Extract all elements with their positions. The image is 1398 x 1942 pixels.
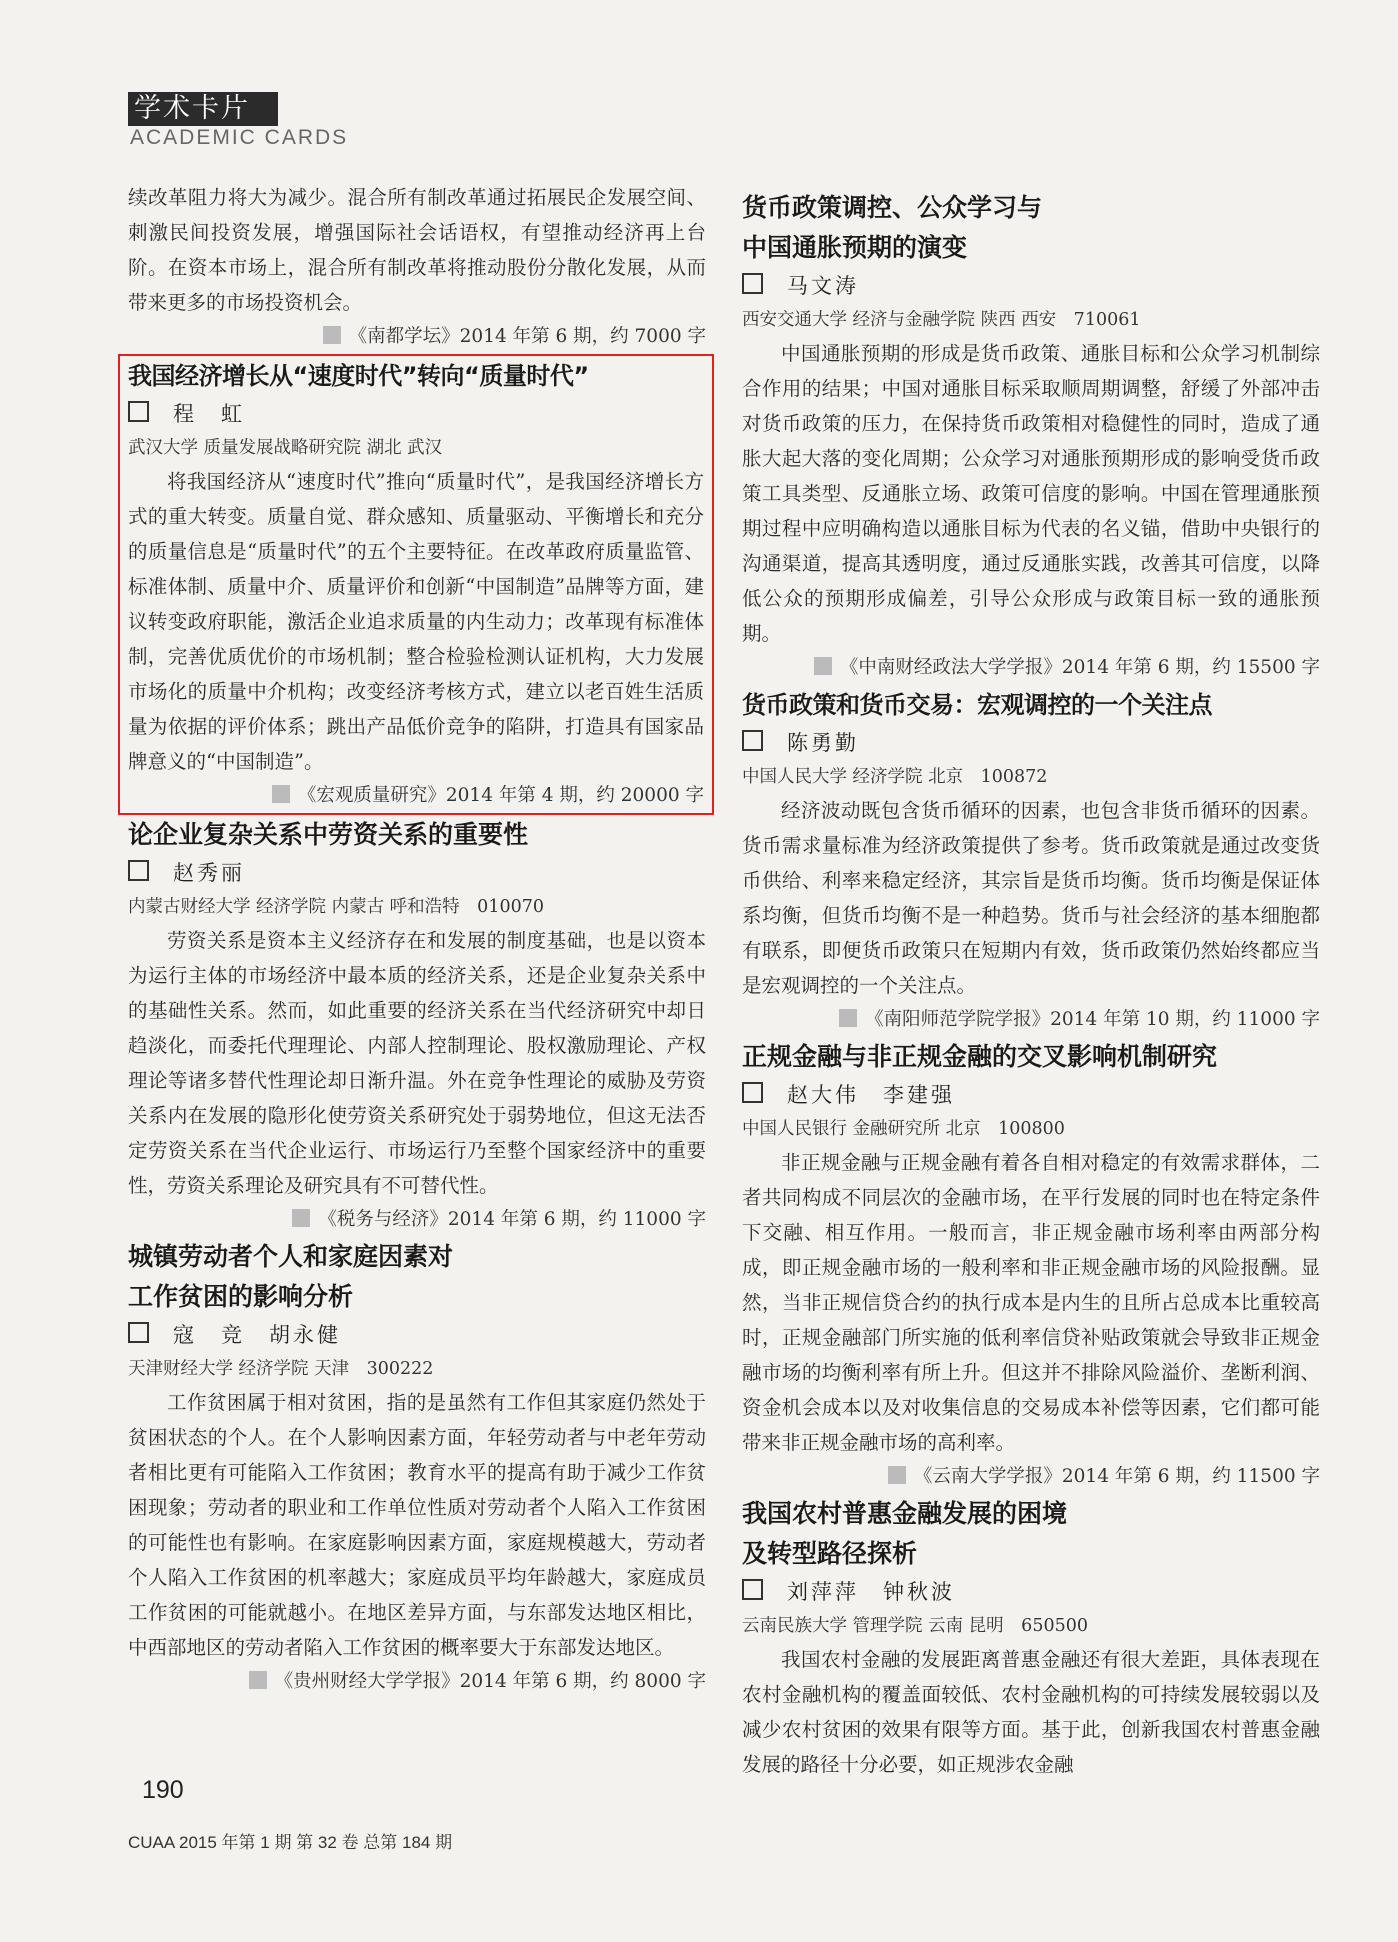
source-marker-icon <box>839 1009 857 1027</box>
article-institution: 天津财经大学 经济学院 天津 300222 <box>128 1359 434 1379</box>
article-source: 《税务与经济》2014 年第 6 期，约 11000 字 <box>128 1203 706 1237</box>
article-title-line1: 我国农村普惠金融发展的困境 <box>742 1499 1068 1528</box>
page-number: 190 <box>142 1776 184 1804</box>
article-institution: 云南民族大学 管理学院 云南 昆明 650500 <box>742 1616 1088 1636</box>
article-source: 《南阳师范学院学报》2014 年第 10 期，约 11000 字 <box>742 1003 1320 1037</box>
article-authors: 赵秀丽 <box>128 855 706 891</box>
article-abstract: 工作贫困属于相对贫困，指的是虽然有工作但其家庭仍然处于贫困状态的个人。在个人影响因素方面，年轻劳动者与中老年劳动者相比更有可能陷入工作贫困；教育水平的提高有助于减少工作贫困现象；劳动者的职业和工作单位性质对劳动者个人陷入工作贫困的可能性也有影响。在家庭影响因素方面，家庭规模越大，劳动者个人陷入工作贫困的机率越大；家庭成员平均年龄越大，家庭成员工作贫困的可能就越小。在地区差异方面，与东部发达地区相比，中西部地区的劳动者陷入工作贫困的概率要大于东部发达地区。 <box>128 1391 706 1659</box>
source-marker-icon <box>888 1466 906 1484</box>
article-abstract: 我国农村金融的发展距离普惠金融还有很大差距，具体表现在农村金融机构的覆盖面较低、农村金融机构的可持续发展较弱以及减少农村贫困的效果有限等方面。基于此，创新我国农村普惠金融发展的路径十分必要，如正规涉农金融 <box>742 1648 1320 1776</box>
article-institution: 武汉大学 质量发展战略研究院 湖北 武汉 <box>128 438 443 458</box>
source-marker-icon <box>814 657 832 675</box>
intro-source: 《南都学坛》2014 年第 6 期，约 7000 字 <box>128 320 706 354</box>
intro-paragraph: 续改革阻力将大为减少。混合所有制改革通过拓展民企发展空间、刺激民间投资发展，增强国际社会话语权，有望推动经济再上台阶。在资本市场上，混合所有制改革将推动股份分散化发展，从而带来更多的市场投资机会。 <box>128 186 706 314</box>
left-column <box>128 180 706 1699</box>
article-institution: 中国人民银行 金融研究所 北京 100800 <box>742 1119 1065 1139</box>
article-institution: 中国人民大学 经济学院 北京 100872 <box>742 767 1048 787</box>
article-source: 《贵州财经大学学报》2014 年第 6 期，约 8000 字 <box>128 1665 706 1699</box>
article-title-line1: 货币政策调控、公众学习与 <box>742 193 1043 222</box>
article-authors: 陈勇勤 <box>742 725 1320 761</box>
article-title: 我国经济增长从“速度时代”转向“质量时代” <box>128 362 589 390</box>
article-abstract: 经济波动既包含货币循环的因素，也包含非货币循环的因素。货币需求量标准为经济政策提供了参考。货币政策就是通过改变货币供给、利率来稳定经济，其宗旨是货币均衡。货币均衡是保证体系均衡，但货币均衡不是一种趋势。货币与社会经济的基本细胞都有联系，即便货币政策只在短期内有效，货币政策仍然始终都应当是宏观调控的一个关注点。 <box>742 799 1320 997</box>
highlighted-article <box>118 354 714 815</box>
article-authors: 程 虹 <box>128 396 704 432</box>
article-abstract: 劳资关系是资本主义经济存在和发展的制度基础，也是以资本为运行主体的市场经济中最本质的经济关系，还是企业复杂关系中的基础性关系。然而，如此重要的经济关系在当代经济研究中却日趋淡化，而委托代理理论、内部人控制理论、股权激励理论、产权理论等诸多替代性理论却日渐升温。外在竞争性理论的威胁及劳资关系内在发展的隐形化使劳资关系研究处于弱势地位，但这无法否定劳资关系在当代企业运行、市场运行乃至整个国家经济中的重要性，劳资关系理论及研究具有不可替代性。 <box>128 929 706 1197</box>
article-institution: 西安交通大学 经济与金融学院 陕西 西安 710061 <box>742 310 1141 330</box>
article-title-line2: 及转型路径探析 <box>742 1539 918 1568</box>
section-header-en: ACADEMIC CARDS <box>130 126 349 149</box>
right-column <box>742 188 1320 1782</box>
section-header-cn: 学术卡片 <box>128 92 278 126</box>
checkbox-icon <box>742 1579 763 1600</box>
article-abstract: 将我国经济从“速度时代”推向“质量时代”，是我国经济增长方式的重大转变。质量自觉、群众感知、质量驱动、平衡增长和充分的质量信息是“质量时代”的五个主要特征。在改革政府质量监管、标准体制、质量中介、质量评价和创新“中国制造”品牌等方面，建议转变政府职能，激活企业追求质量的内生动力；改革现有标准体制，完善优质优价的市场机制；整合检验检测认证机构，大力发展市场化的质量中介机构；改变经济考核方式，建立以老百姓生活质量为依据的评价体系；跳出产品低价竞争的陷阱，打造具有国家品牌意义的“中国制造”。 <box>128 470 704 773</box>
source-marker-icon <box>323 326 341 344</box>
journal-footer: CUAA 2015 年第 1 期 第 32 卷 总第 184 期 <box>128 1833 453 1852</box>
article-institution: 内蒙古财经大学 经济学院 内蒙古 呼和浩特 010070 <box>128 897 544 917</box>
checkbox-icon <box>742 730 763 751</box>
source-marker-icon <box>272 785 290 803</box>
article-authors: 刘萍萍 钟秋波 <box>742 1574 1320 1610</box>
source-marker-icon <box>249 1671 267 1689</box>
article-title: 论企业复杂关系中劳资关系的重要性 <box>128 820 529 849</box>
article-abstract: 中国通胀预期的形成是货币政策、通胀目标和公众学习机制综合作用的结果；中国对通胀目标采取顺周期调整，舒缓了外部冲击对货币政策的压力，在保持货币政策相对稳健性的同时，造成了通胀大起大落的变化周期；公众学习对通胀预期形成的影响受货币政策工具类型、反通胀立场、政策可信度的影响。中国在管理通胀预期过程中应明确构造以通胀目标为代表的名义锚，借助中央银行的沟通渠道，提高其透明度，通过反通胀实践，改善其可信度，以降低公众的预期形成偏差，引导公众形成与政策目标一致的通胀预期。 <box>742 342 1320 645</box>
article-authors: 赵大伟 李建强 <box>742 1077 1320 1113</box>
article-abstract: 非正规金融与正规金融有着各自相对稳定的有效需求群体，二者共同构成不同层次的金融市场，在平行发展的同时也在特定条件下交融、相互作用。一般而言，非正规金融市场利率由两部分构成，即正规金融市场的一般利率和非正规金融市场的风险报酬。显然，当非正规信贷合约的执行成本是内生的且所占总成本比重较高时，正规金融部门所实施的低利率信贷补贴政策就会导致非正规金融市场的均衡利率有所上升。但这并不排除风险溢价、垄断利润、资金机会成本以及对收集信息的交易成本补偿等因素，它们都可能带来非正规金融市场的高利率。 <box>742 1151 1320 1454</box>
checkbox-icon <box>128 401 149 422</box>
article-source: 《云南大学学报》2014 年第 6 期，约 11500 字 <box>742 1460 1320 1494</box>
article-authors: 马文涛 <box>742 268 1320 304</box>
article-title-line2: 中国通胀预期的演变 <box>742 233 968 262</box>
article-title: 正规金融与非正规金融的交叉影响机制研究 <box>742 1042 1218 1071</box>
checkbox-icon <box>742 273 763 294</box>
article-source: 《宏观质量研究》2014 年第 4 期，约 20000 字 <box>128 779 704 813</box>
checkbox-icon <box>128 1322 149 1343</box>
article-title-line2: 工作贫困的影响分析 <box>128 1282 354 1311</box>
article-authors: 寇 竞 胡永健 <box>128 1317 706 1353</box>
checkbox-icon <box>128 860 149 881</box>
checkbox-icon <box>742 1082 763 1103</box>
article-source: 《中南财经政法大学学报》2014 年第 6 期，约 15500 字 <box>742 651 1320 685</box>
source-marker-icon <box>292 1209 310 1227</box>
article-title-line1: 城镇劳动者个人和家庭因素对 <box>128 1242 454 1271</box>
article-title: 货币政策和货币交易：宏观调控的一个关注点 <box>742 691 1212 719</box>
